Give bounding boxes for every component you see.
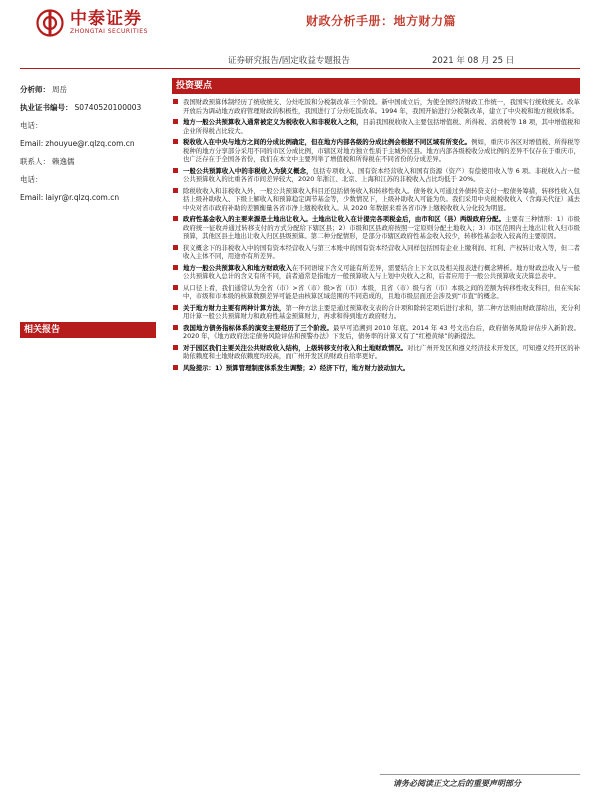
related-reports-heading: 相关报告 xyxy=(20,322,156,338)
sidebar-row xyxy=(20,98,160,116)
highlight-text: 最早可追溯到 2010 年底。2014 年 43 号文出台后，政府债务风险评估步入新阶段。2020 年，《地方政府法定债务风险评估和预警办法》下发后，债务率的计算又有了“红橙黄绿”的新提法。 xyxy=(183,323,580,340)
footer-disclaimer: 请务必阅读正文之后的重要声明部分 xyxy=(393,779,521,788)
bullet-square-icon xyxy=(173,99,178,104)
bullet-square-icon xyxy=(173,285,178,290)
sidebar-row xyxy=(20,134,160,152)
sidebar-row-value: 周岳 xyxy=(52,84,67,94)
bullet-square-icon xyxy=(173,168,178,173)
bullet-square-icon xyxy=(173,216,178,221)
highlight-item xyxy=(172,264,580,281)
logo-english-name: ZHONGTAI SECURITIES xyxy=(70,28,148,35)
highlight-text: 包括专项收入、国有资本经营收入和国有资源（资产）有偿使用收入等 6 项。非税收入占一般公共预算收入的比重各省市间差异较大，2020 年浙江、北京、上海和江苏的非税收入占比均低于 20%。 xyxy=(183,166,580,183)
brand-logo xyxy=(36,6,166,40)
bullet-square-icon xyxy=(173,325,178,330)
highlight-text: 目前我国税收收入主要包括增值税、所得税、消费税等 18 项，其中增值税和企业所得税占比较大。 xyxy=(183,118,580,135)
sidebar-row-label: 电话： xyxy=(20,120,43,130)
highlight-text: 主要有三种情形：1）市级政府统一征收并通过转移支付的方式分配给下辖区县；2）市级和区县政府按照一定原则分配土地收入；3）市区范围内土地出让收入归市级预算，其他区县土地出让收入归区县级预算。第二种分配情形，是部分市辖区政府性基金收入较少，转移性基金收入较高的主要原因。 xyxy=(183,215,580,240)
highlight-lead: 政府性基金收入的主要来源是土地出让收入。土地出让收入在计提完各项税金后，由市和区（县）两级政府分配。 xyxy=(183,215,506,223)
highlight-item xyxy=(172,284,580,301)
bullet-square-icon xyxy=(173,345,178,350)
highlight-item xyxy=(172,215,580,241)
bullet-square-icon xyxy=(173,188,178,193)
bullet-square-icon xyxy=(173,365,178,370)
highlight-text: 我国财政预算体制经历了统收统支、分灶吃饭和分税制改革三个阶段。新中国成立后，为使全国经济财政工作统一，我国实行统收统支。改革开放后为调动地方政府管理财政的积极性，我国进行了分灶吃饭改革。1994 年，我国开始进行分税制改革，建立了中央税和地方税收体系。 xyxy=(183,98,580,115)
highlight-item xyxy=(172,138,580,164)
highlight-text: 第一种方法主要是通过预算收支表的合计项和除转定项后进行求和，第二种方法则由财政部给出，充分利用计算一般公共预算财力和政府性基金预算财力，再求和得到地方政府财力。 xyxy=(183,303,581,320)
highlight-item xyxy=(172,304,580,321)
header-divider xyxy=(20,68,580,69)
bullet-square-icon xyxy=(173,139,178,144)
highlight-lead: 地方一般公共预算收入和地方财政收入 xyxy=(183,263,292,272)
sidebar-row-label: Email: xyxy=(20,192,44,202)
highlight-item xyxy=(172,364,580,373)
highlight-text: 例如，重庆市各区对增值税、所得税等税种的地方分享部分采用不同的市区分成比例，市辖区对地方独立性质于主城外区县。地方内部各级税收分成比例的差异不仅存在于重庆市，也广泛存在于全国各省份，我们在本文中主要列举了增值税和所得税在不同省份的分成差异。 xyxy=(183,138,581,163)
highlight-item xyxy=(172,324,580,341)
sidebar-row-label: Email: xyxy=(20,138,44,148)
highlight-lead: 我国地方债务指标体系的演变主要经历了三个阶段。 xyxy=(183,323,333,332)
sidebar-row-value[interactable]: zhouyue@r.qlzq.com.cn xyxy=(45,138,135,148)
highlight-lead: 地方一般公共预算收入通常被定义为税收收入和非税收入之和， xyxy=(183,118,363,126)
bullet-square-icon xyxy=(173,265,178,270)
highlight-item xyxy=(172,187,580,213)
bullet-square-icon xyxy=(173,119,178,124)
sidebar-row-label: 电话： xyxy=(20,174,43,184)
highlight-item xyxy=(172,344,580,361)
sidebar-row xyxy=(20,152,160,170)
series-title: 财政分析手册：地方财力篇 xyxy=(306,14,457,28)
report-type: 证券研究报告/固定收益专题报告 xyxy=(228,56,350,66)
bullet-square-icon xyxy=(173,305,178,310)
highlights-list xyxy=(172,98,580,372)
highlight-text: 对比广州开发区和遵义经济技术开发区，可知遵义经开区的补助依赖度和土地财政依赖度均较高，而广州开发区的财政自给率更好。 xyxy=(183,343,581,360)
footer-divider xyxy=(380,774,580,775)
sidebar-row-value[interactable]: laiyr@r.qlzq.com.cn xyxy=(45,192,120,202)
sidebar-row-value: 赖逸儒 xyxy=(52,156,75,166)
sidebar-row-value: S0740520100003 xyxy=(74,102,142,112)
main-content xyxy=(172,78,580,375)
highlight-lead: 对于园区我们主要关注公共财政收入结构，上级转移支付收入和土地财政情况。 xyxy=(183,343,408,352)
logo-chinese-name: 中泰证券 xyxy=(70,9,142,29)
logo-icon xyxy=(36,9,64,37)
highlight-lead: 税收收入在中央与地方之间的分成比例确定，但在地方内部各级的分成比例会根据不同区域有所变化。 xyxy=(183,138,472,146)
sidebar-row xyxy=(20,188,160,206)
highlight-lead: 关于地方财力主要有两种计算方法， xyxy=(183,303,286,312)
highlight-text: 狭义概念下的非税收入中的国有资本经营收入与第三本账中的国有资本经营收入同样包括国有企业上缴利润、红利、产权转让收入等，但二者收入主体不同，用途亦有所差异。 xyxy=(183,243,580,260)
highlight-lead: 风险提示：1）预算管理制度体系发生调整；2）经济下行，地方财力波动加大。 xyxy=(183,363,410,372)
highlight-item xyxy=(172,167,580,184)
sidebar-row-label: 联系人： xyxy=(20,156,50,166)
highlight-text: 从口径上看，我们通常认为全省（市）>省（市）级>省（市）本级，且省（市）级与省（市）本级之间的差额为转移性收支科目，但在实际中，市级和市本级的核算数额差异可能是由核算区域范围的不同造成的，且地市级层面还会涉及到“市直”的概念。 xyxy=(183,283,580,300)
analyst-sidebar xyxy=(20,80,160,206)
report-date: 2021 年 08 月 25 日 xyxy=(432,56,515,66)
bullet-square-icon xyxy=(173,245,178,250)
sidebar-row-label: 执业证书编号： xyxy=(20,102,73,112)
sidebar-row xyxy=(20,116,160,134)
highlight-text: 在不同语境下含义可能有所差异，需要结合上下文以及相关报表进行概念辨析。地方财政总收入与一般公共预算收入总计的含义有所不同，前者通常是指地方一般预算收入与上划中央收入之和，后者应用于一般公共预算收支决算总表中。 xyxy=(183,263,580,280)
highlight-lead: 一般公共预算收入中的非税收入为狭义概念， xyxy=(183,166,313,175)
highlight-item xyxy=(172,98,580,115)
investment-highlights-heading: 投资要点 xyxy=(172,78,580,94)
sidebar-row xyxy=(20,80,160,98)
sidebar-row xyxy=(20,170,160,188)
highlight-text: 除税收收入和非税收入外，一般公共预算收入科目还包括债务收入和转移性收入。债务收入可通过外债转贷支付一般债务筹措，转移性收入包括上级补助收入、下级上解收入和预算稳定调节基金等，少数情况下，上级补助收入可能为负。我们采用中央税税收收入（含海关代征）减去中央对省市政府补助的差额衡量各省市净上缴税收收入。从 2020 年数据来看各省市净上缴税收收入分化较为明显。 xyxy=(183,186,580,212)
highlight-item xyxy=(172,118,580,135)
sidebar-row-label: 分析师： xyxy=(20,84,50,94)
highlight-item xyxy=(172,244,580,261)
